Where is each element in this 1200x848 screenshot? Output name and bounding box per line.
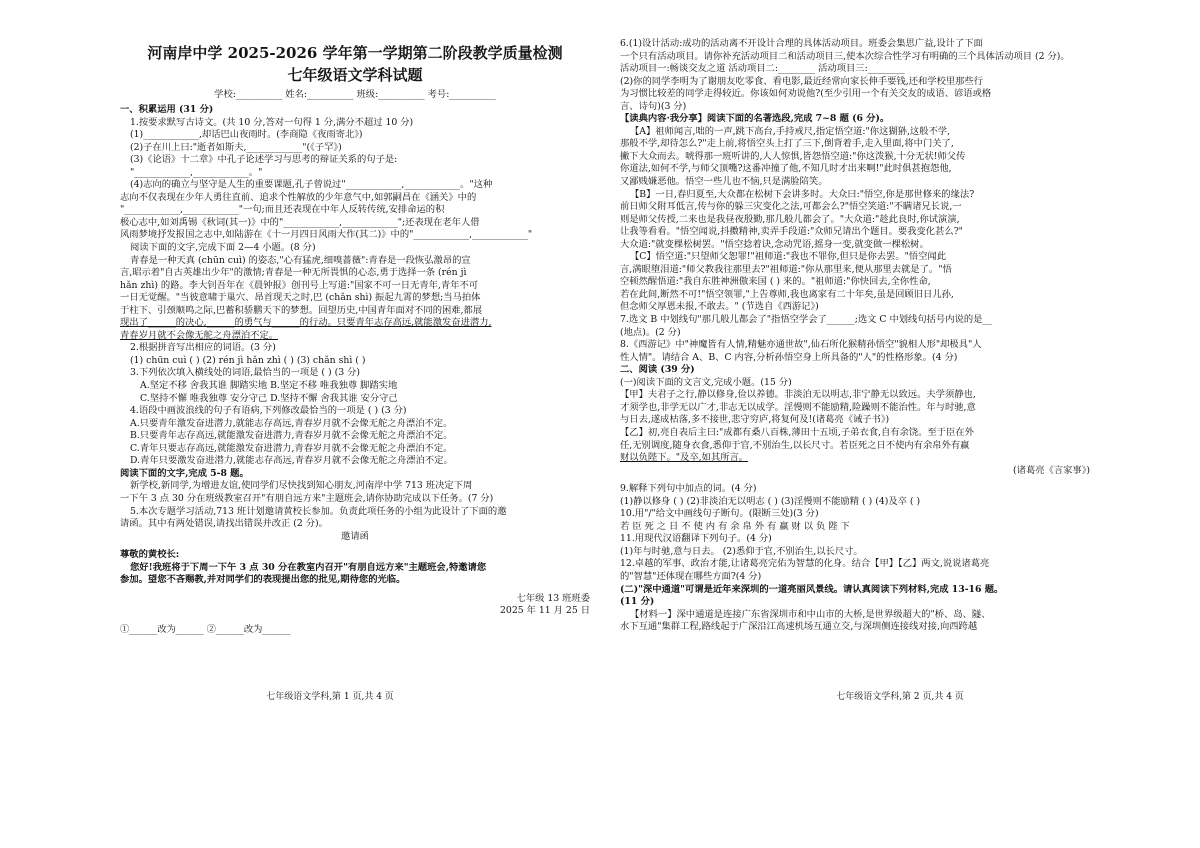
exam-page-2 bbox=[600, 0, 1200, 848]
text-line: 任,无别调度,随身衣食,悉仰于官,不别治生,以长尺寸。若臣死之日不使内有余帛外有赢 bbox=[620, 439, 970, 451]
page-1-column bbox=[120, 38, 590, 636]
student-info-line: 学校:__________ 姓名:__________ 班级:__________ 考号:__________ bbox=[214, 89, 496, 100]
text-line: (诸葛亮《言家事》) bbox=[1013, 464, 1090, 476]
exam-subtitle: 七年级语文学科试题 bbox=[287, 66, 423, 84]
text-line: hǎn zhì) 的路。李大钊吾年在《晨钟报》创刊号上写道:"国家不可一日无青年,青年不可 bbox=[120, 279, 479, 291]
text-line: 2.根据拼音写出相应的词语。(3 分) bbox=[130, 342, 276, 354]
text-line: 撇下大众而去。唬得那一班听讲的,人人惊惧,皆怨悟空道:"你这泼猴,十分无状!师父传 bbox=[620, 150, 966, 162]
text-line: 2025 年 11 月 25 日 bbox=[500, 605, 590, 617]
text-line: 志向不仅表现在少年人勇往直前、追求个性解放的少年意气中,如郭嗣昌在《涵关》中的 bbox=[120, 191, 477, 203]
text-line: 阅读下面的文字,完成下面 2—4 小题。(8 分) bbox=[130, 242, 316, 254]
page-1-body bbox=[120, 104, 590, 636]
text-line: (一)阅读下面的文言文,完成小题。(15 分) bbox=[620, 376, 792, 388]
text-line: C.青年只要志存高远,就能激发奋进潜力,青春岁月就不会像无舵之舟漂泊不定。 bbox=[130, 442, 453, 454]
text-line: 一个只有活动项目。请你补充活动项目二和活动项目三,使本次综合性学习有明确的三个具体活动项目 (2 分)。 bbox=[620, 50, 1070, 62]
text-line: 新学校,新同学,为增进友谊,使同学们尽快找到知心朋友,河南岸中学 713 班决定下周 bbox=[130, 480, 473, 492]
exam-title: 河南岸中学 2025-2026 学年第一学期第二阶段教学质量检测 bbox=[147, 44, 563, 62]
text-line: 【乙】初,亮自表后主曰:"成都有桑八百株,薄田十五顷,子弟衣食,自有余饶。至于臣在外 bbox=[620, 426, 974, 438]
text-line: (11 分) bbox=[620, 596, 655, 608]
page-2-footer: 七年级语文学科,第 2 页,共 4 页 bbox=[836, 692, 964, 702]
text-line: (1) chūn cuì ( ) (2) rén jì hǎn zhì ( ) (3) chǎn shì ( ) bbox=[130, 354, 366, 366]
text-line: 尊敬的黄校长: bbox=[120, 549, 180, 561]
text-line: 10.用"/"给文中画线句子断句。(限断三处)(3 分) bbox=[620, 508, 819, 520]
text-line: (2)你的同学李明为了谢朋友吃零食、看电影,最近经常向家长伸手要钱,还和学校里那些行 bbox=[620, 75, 984, 87]
text-line: D.青年只要激发奋进潜力,就能志存高远,青春岁月就不会像无舵之舟漂泊不定。 bbox=[130, 455, 453, 467]
text-line: 二、阅读 (39 分) bbox=[620, 364, 695, 376]
text-line: 请函。其中有两处错误,请找出错误并改正 (2 分)。 bbox=[120, 518, 328, 530]
text-line: 一下午 3 点 30 分在班级教室召开"有朋自远方来"主题班会,请你协助完成以下任务。(7 分) bbox=[120, 492, 494, 504]
text-line: 12.卓越的军事、政治才能,让诸葛亮完佑为智慧的化身。结合【甲】【乙】两文,说说诸葛亮 bbox=[620, 558, 990, 570]
text-line: 【A】祖师闻言,咄的一声,跳下高台,手持戒尺,指定悟空道:"你这猢狲,这般不学, bbox=[630, 125, 951, 137]
text-line: 与日去,遂成枯落,多不接世,悲守穷庐,将复何及!(诸葛亮《诫子书》) bbox=[620, 414, 890, 426]
text-line: 9.解释下列句中加点的词。(4 分) bbox=[620, 483, 757, 495]
text-line: (二)"深中通道"可谓是近年来深圳的一道亮丽风景线。请认真阅读下列材料,完成 13-16 题。 bbox=[620, 583, 1004, 595]
text-line: 风雨梦境抒发报国之志中,如陆游在《十一月四日风雨大作(其二)》中的"____________,____________" bbox=[120, 229, 533, 241]
page-2-body bbox=[620, 38, 1090, 634]
text-line: (1)____________,却话巴山夜雨时。(李商隐《夜雨寄北》) bbox=[130, 129, 363, 141]
text-line: 于柱下、引颈顺鸣之际,巴蓄积骄鹏天下的梦想。回望历史,中国青年面对不同的困难,都展 bbox=[120, 304, 483, 316]
text-line: A.只要青年激发奋进潜力,就能志存高远,青春岁月就不会像无舵之舟漂泊不定。 bbox=[130, 417, 453, 429]
text-line: C.坚持不懈 唯我独尊 安分守己 D.坚持不懈 舍我其谁 安分守己 bbox=[140, 392, 398, 404]
text-line: 又鄙贱嫌恶他。悟空一些儿也不恼,只是满脸陪笑。 bbox=[620, 176, 828, 188]
text-line: (1)年与时驰,意与日去。 (2)悉仰于官,不别治生,以长尺寸。 bbox=[620, 545, 863, 557]
text-line: 【C】悟空道:"只望师父恕罪!"祖师道:"我也不罪你,但只是你去罢。"悟空闻此 bbox=[630, 251, 947, 263]
text-line: 言、诗句)(3 分) bbox=[620, 100, 687, 112]
text-line: 【材料一】深中通道是连接广东省深圳市和中山市的大桥,是世界级超大的"桥、岛、隧、 bbox=[630, 608, 991, 620]
text-line: 言,满眼堕泪道:"师父教我往那里去?"祖师道:"你从那里来,便从那里去就是了。"悟 bbox=[620, 263, 952, 275]
text-line: 1.按要求默写古诗文。(共 10 分,答对一句得 1 分,满分不超过 10 分) bbox=[130, 116, 414, 128]
page-1-footer: 七年级语文学科,第 1 页,共 4 页 bbox=[266, 692, 394, 702]
text-line: 七年级 13 班班委 bbox=[516, 592, 590, 604]
text-line: 6.(1)设计活动:成功的活动离不开设计合理的具体活动项目。班委会集思广益,设计了下面 bbox=[620, 38, 983, 49]
text-line: "____________,____________。" bbox=[130, 166, 263, 178]
text-line: 7.选文 B 中划线句"那几般儿都会了"指悟空学会了______;选文 C 中划线句括号内说的是__ bbox=[620, 314, 992, 326]
text-line: 4.语段中画波浪线的句子有语病,下列修改最恰当的一项是 ( ) (3 分) bbox=[130, 405, 407, 417]
text-line: 财以负陛下。"及卒,如其所言。 bbox=[620, 452, 749, 464]
text-line: 那般不学,却待怎么?"走上前,将悟空头上打了三下,倒背着手,走入里面,将中门关了, bbox=[620, 138, 954, 150]
text-line: 活动项目一:畅谈交友之道 活动项目二:________ 活动项目三:________ bbox=[620, 63, 905, 75]
text-line: 您好!我班将于下周一下午 3 点 30 分在教室内召开"有朋自远方来"主题班会,特邀请您 bbox=[130, 561, 487, 573]
text-line: 邀请函 bbox=[341, 530, 369, 542]
text-line: 空顿然醒悟道:"我自东胜神洲傲来国 ( ) 来的。"祖师道:"你快回去,全你性命, bbox=[620, 276, 931, 288]
text-line: 8.《西游记》中"神魔皆有人情,精魅亦通世故",仙石所化猴精孙悟空"貌相人形"却极具"人 bbox=[620, 339, 982, 351]
text-line: 11.用现代汉语翻译下列句子。(4 分) bbox=[620, 533, 772, 545]
text-line: 则是师父传授,二来也是我昼夜殷勤,那几般儿都会了。"大众道:"趁此良时,你试演演, bbox=[620, 213, 960, 225]
text-line: 青春是一种天真 (chūn cuì) 的姿态,"心有猛虎,细嗅蔷薇":青春是一段恢弘激昂的宣 bbox=[130, 254, 471, 266]
text-line: 才须学也,非学无以广才,非志无以成学。淫慢则不能励精,险躁则不能治性。年与时驰,意 bbox=[620, 401, 976, 413]
text-line: 极心志中,如刘禹锡《秋词(其一)》中的"____________,____________";还表现在老年人借 bbox=[120, 216, 480, 228]
text-line: 【B】一日,春归夏至,大众都在松树下会讲多时。大众曰:"悟空,你是那世修来的缘法? bbox=[630, 188, 975, 200]
text-line: 言,昭示着"自古英雄出少年"的激情;青春是一种无所畏惧的心态,勇于选择一条 (rén jì bbox=[120, 267, 467, 279]
text-line: 为习惯比较差的同学走得较近。你该如何劝说他?(至少引用一个有关交友的成语、谚语或格 bbox=[620, 88, 992, 100]
text-line: 水下互通"集群工程,路线起于广深沿江高速机场互通立交,与深圳侧连接线对接,向西跨越 bbox=[620, 621, 978, 633]
text-line: 青春岁月就不会像无舵之舟漂泊不定。 bbox=[120, 329, 279, 341]
text-line: 3.下列依次填入横线处的词语,最恰当的一项是 ( ) (3 分) bbox=[130, 367, 361, 379]
text-line: 让我等看看。"悟空闻说,抖擞精神,卖弄手段道:"众师兄请出个题目。要我变化甚么?" bbox=[620, 226, 963, 238]
text-line: 你道法,如何不学,与师父顶嘴?这番冲撞了他,不知几时才出来啊!"此时俱甚抱怨他, bbox=[620, 163, 952, 175]
text-line: 参加。望您不吝赐教,并对同学们的表现提出您的批见,期待您的光临。 bbox=[120, 574, 406, 586]
text-line: (4)志向的确立与坚守是人生的重要课题,孔子曾说过"____________,____________。"这种 bbox=[130, 179, 493, 191]
text-line: 现出了______的决心,______的勇气与______的行动。只要青年志存高远,就能激发奋进潜力, bbox=[120, 317, 492, 329]
text-line: ①______改为______ ②______改为______ bbox=[120, 623, 291, 635]
text-line: 一、积累运用 (31 分) bbox=[120, 104, 214, 115]
text-line: (地点)。(2 分) bbox=[620, 326, 681, 338]
text-line: 若在此间,断然不可!"悟空领罪,"上告尊师,我也离家有二十年矣,虽是回顾旧日儿孙, bbox=[620, 288, 954, 300]
text-line: B.只要青年志存高远,就能激发奋进潜力,青春岁月就不会像无舵之舟漂泊不定。 bbox=[130, 430, 453, 442]
text-line: 大众道:"就变棵松树罢。"悟空捻着诀,念动咒语,摇身一变,就变做一棵松树。 bbox=[620, 238, 929, 250]
text-line: 【读典内容·我分享】阅读下面的名著选段,完成 7~8 题 (6 分)。 bbox=[620, 113, 890, 125]
text-line: 但念师父厚恩未报,不敢去。" (节选自《西游记》) bbox=[620, 301, 819, 313]
text-line: A.坚定不移 舍我其谁 脚踏实地 B.坚定不移 唯我独尊 脚踏实地 bbox=[140, 380, 398, 392]
text-line: "____________,____________"一句;而且还表现在中年人反转传统,安排命运的积 bbox=[120, 204, 445, 216]
text-line: (3)《论语》十二章》中孔子论述学习与思考的辩证关系的句子是: bbox=[130, 154, 398, 166]
text-line: 阅读下面的文字,完成 5-8 题。 bbox=[120, 467, 249, 479]
text-line: (2)子在川上曰:"逝者如斯夫,____________"(《子罕》) bbox=[130, 141, 342, 153]
text-line: (1)静以修身 ( ) (2)非淡泊无以明志 ( ) (3)淫慢则不能励精 ( ) (4)及卒 ( ) bbox=[620, 495, 921, 507]
text-line: 5.本次专题学习活动,713 班计划邀请黄校长参加。负责此项任务的小组为此设计了下面的邀 bbox=[130, 505, 507, 517]
page-2-column bbox=[620, 38, 1090, 634]
text-line: 性人情"。请结合 A、B、C 内容,分析孙悟空身上所具备的"人"的性格形象。(4 分) bbox=[620, 351, 958, 363]
text-line: 前日师父附耳低言,传与你的躲三灾变化之法,可都会么?"悟空笑道:"不瞒诸兄长说,一 bbox=[620, 201, 962, 213]
text-line: 的"智慧"还体现在哪些方面?(4 分) bbox=[620, 570, 762, 582]
text-line: 一日无觉醒。"当彼意啸于巢穴、昂首现天之时,巴 (chǎn shì) 振起九霄的梦想;当马拍体 bbox=[120, 292, 481, 304]
text-line: 若 臣 死 之 日 不 使 内 有 余 帛 外 有 赢 财 以 负 陛 下 bbox=[620, 520, 850, 532]
text-line: 【甲】夫君子之行,静以修身,俭以养德。非淡泊无以明志,非宁静无以致远。夫学须静也, bbox=[620, 389, 976, 401]
